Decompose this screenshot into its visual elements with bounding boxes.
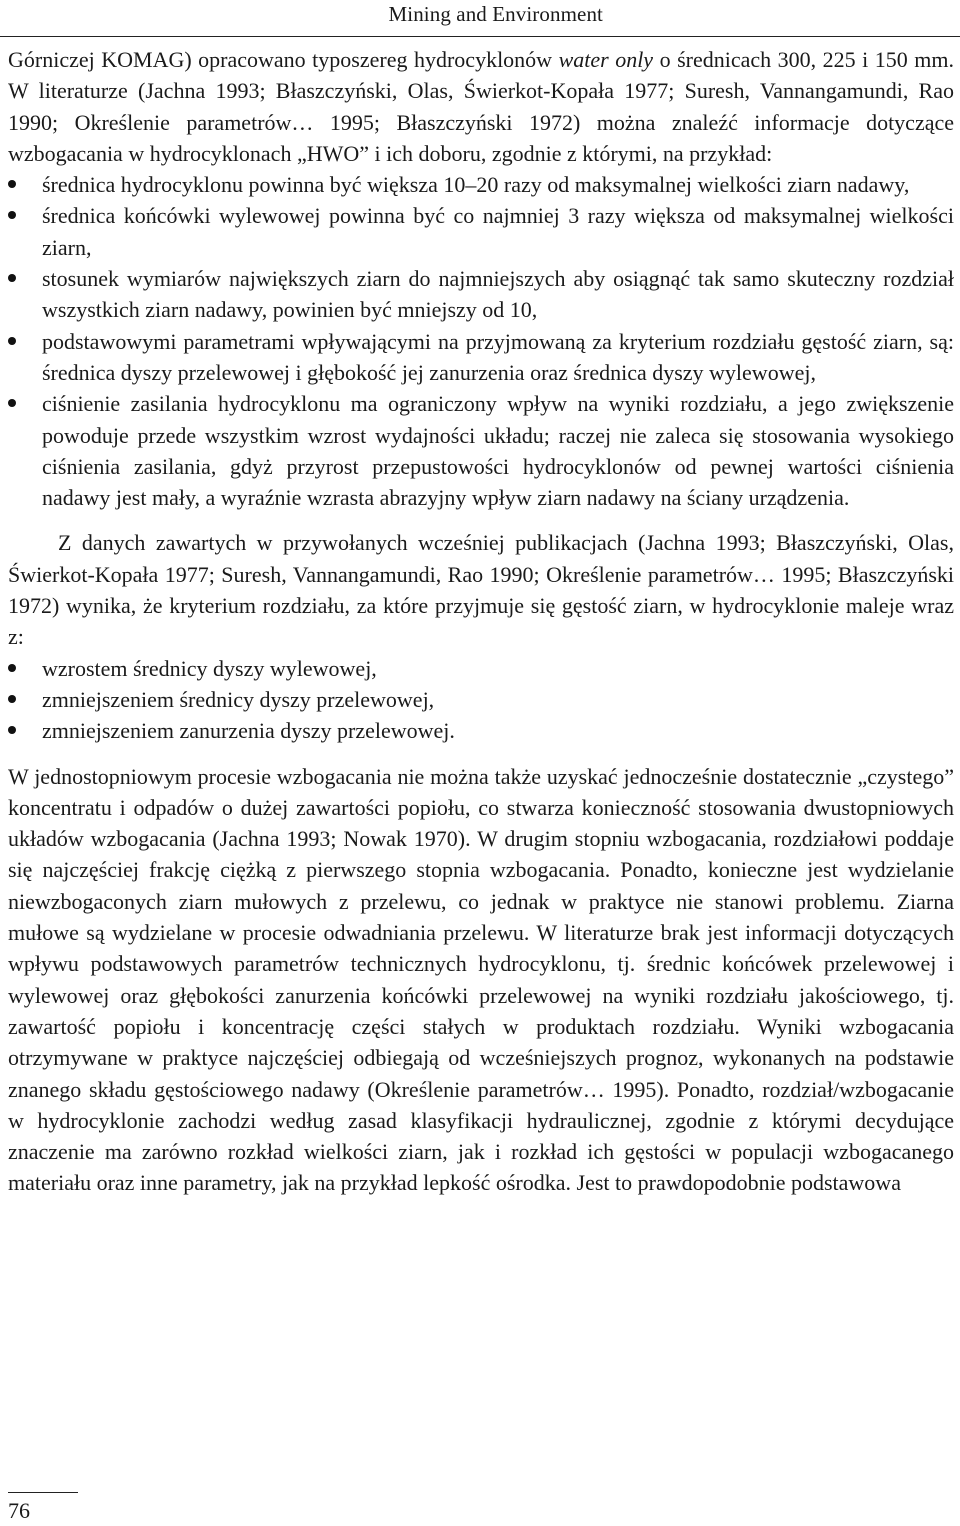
list-item: średnica końcówki wylewowej powinna być co najmniej 3 razy większa od maksymalnej wielkości ziarn, <box>8 200 954 263</box>
list-item: podstawowymi parametrami wpływającymi na przyjmowaną za kryterium rozdziału gęstość ziarn, są: średnica dyszy przelewowej i głębokość jej zanurzenia oraz średnica dyszy wylewowej, <box>8 326 954 389</box>
running-header <box>0 0 960 40</box>
footer-rule <box>8 1492 78 1493</box>
intro-text-1: Górniczej KOMAG) opracowano typoszereg hydrocyklonów <box>8 47 559 72</box>
intro-text-2: o średnicach 300, 225 i 150 mm. W literaturze (Jachna 1993; Błaszczyński, Olas, Świerkot-Kopała 1977; Suresh, Vannangamundi, Rao 1990; Określenie parametrów… 1995; Błaszczyński 1972) można znaleźć informacje dotyczące wzbogacania w hydrocyklonach „HWO” i ich doboru, zgodnie z którymi, na przykład: <box>8 47 954 166</box>
factors-list <box>8 653 954 747</box>
page-number: 76 <box>8 1498 30 1523</box>
list-item: wzrostem średnicy dyszy wylewowej, <box>8 653 954 684</box>
list-item: zmniejszeniem średnicy dyszy przelewowej, <box>8 684 954 715</box>
list-item: średnica hydrocyklonu powinna być większa 10–20 razy od maksymalnej wielkości ziarn nadawy, <box>8 169 954 200</box>
intro-italic-term: water only <box>558 47 654 72</box>
header-title: Mining and Environment <box>388 2 603 26</box>
list-item: zmniejszeniem zanurzenia dyszy przelewowej. <box>8 715 954 746</box>
criteria-list <box>8 169 954 513</box>
paragraph-2: Z danych zawartych w przywołanych wcześniej publikacjach (Jachna 1993; Błaszczyński, Olas, Świerkot-Kopała 1977; Suresh, Vannangamundi, Rao 1990; Określenie parametrów… 1995; Błaszczyński 1972) wynika, że kryterium rozdziału, za które przyjmuje się gęstość ziarn, w hydrocyklonie maleje wraz z: <box>8 530 954 650</box>
intro-paragraph <box>8 44 954 169</box>
page-body <box>8 44 954 1199</box>
list-item: stosunek wymiarów największych ziarn do najmniejszych aby osiągnąć tak samo skuteczny rozdział wszystkich ziarn nadawy, powinien być mniejszy od 10, <box>8 263 954 326</box>
header-rule <box>0 36 960 37</box>
list-item: ciśnienie zasilania hydrocyklonu ma ograniczony wpływ na wyniki rozdziału, a jego zwiększenie powoduje przede wszystkim wzrost wydajności układu; raczej nie zaleca się stosowania wysokiego ciśnienia zasilania, gdyż przyrost przepustowości hydrocyklonów od pewnej wartości ciśnienia nadawy jest mały, a wyraźnie wzrasta abrazyjny wpływ ziarn nadawy na ściany urządzenia. <box>8 388 954 513</box>
paragraph-3: W jednostopniowym procesie wzbogacania nie można także uzyskać jednocześnie dostatecznie „czystego” koncentratu i odpadów o dużej zawartości popiołu, co stwarza konieczność stosowania dwustopniowych układów wzbogacania (Jachna 1993; Nowak 1970). W drugim stopniu wzbogacania, rozdziałowi poddaje się najczęściej frakcję ciężką z pierwszego stopnia wzbogacania. Ponadto, konieczne jest wydzielanie niewzbogaconych ziarn mułowych z przelewu, co jednak w praktyce nie stanowi problemu. Ziarna mułowe są wydzielane w procesie odwadniania przelewu. W literaturze brak jest informacji dotyczących wpływu podstawowych parametrów technicznych hydrocyklonu, tj. średnic końcówek przelewowej i wylewowej oraz głębokości zanurzenia końcówki przelewowej na wyniki rozdziału jakościowego, tj. zawartość popiołu i koncentrację części stałych w produktach rozdziału. Wyniki wzbogacania otrzymywane w praktyce najczęściej odbiegają od wcześniejszych prognoz, wykonanych na podstawie znanego składu gęstościowego nadawy (Określenie parametrów… 1995). Ponadto, rozdział/wzbogacanie w hydrocyklonie zachodzi według zasad klasyfikacji hydraulicznej, zgodnie z którymi decydujące znaczenie ma zarówno rozkład wielkości ziarn, jak i rozkład ich gęstości w populacji wzbogacanego materiału oraz inne parametry, jak na przykład lepkość ośrodka. Jest to prawdopodobnie podstawowa <box>8 763 954 1196</box>
